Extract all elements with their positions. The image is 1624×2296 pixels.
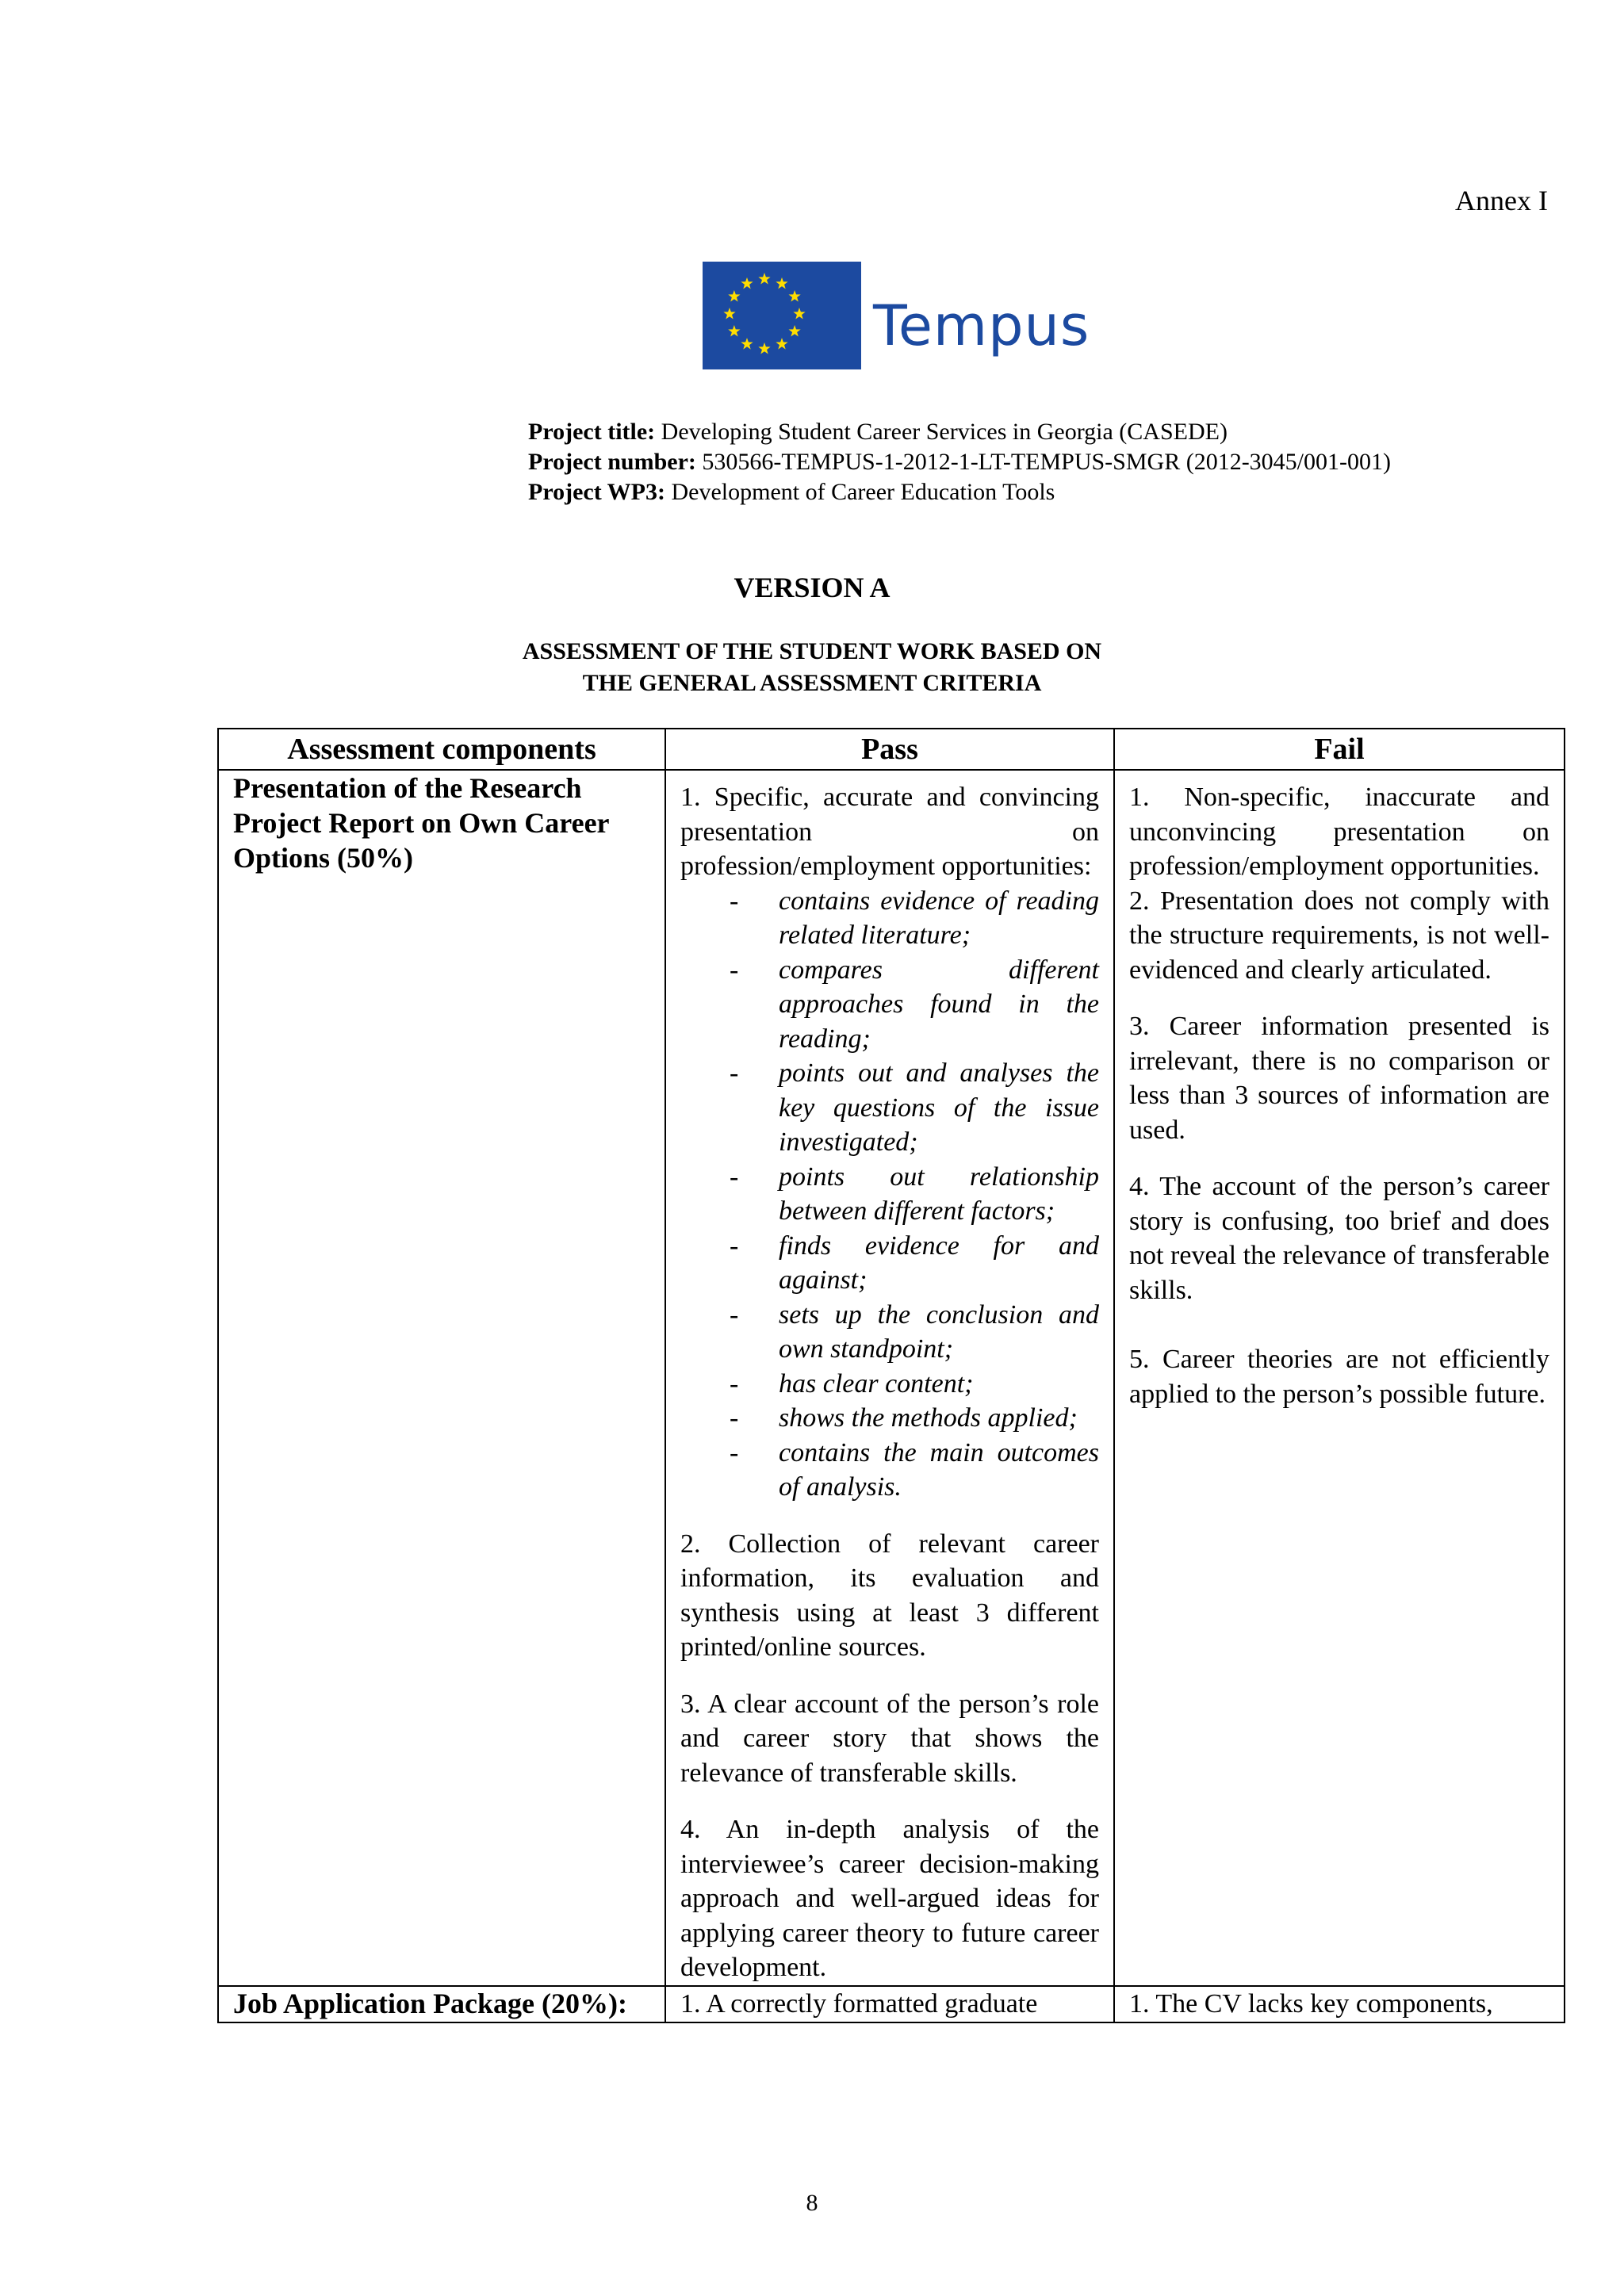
assessment-subtitle — [0, 636, 1624, 699]
list-item: - contains the main outcomes of analysis. — [730, 1437, 1099, 1502]
pass-cell — [665, 770, 1114, 1986]
fail-item-5: 5. Career theories are not efficiently applied to the person’s possible future. — [1129, 1345, 1549, 1409]
star-icon — [789, 325, 801, 336]
star-icon — [728, 290, 740, 301]
star-icon — [776, 277, 787, 289]
star-icon — [728, 325, 740, 336]
star-icon — [789, 290, 801, 301]
list-item: - has clear content; — [730, 1368, 974, 1399]
pass-item-4: 4. An in-depth analysis of the interviewee’s career decision-making approach and well-argued ideas for applying career theory to future career development. — [680, 1815, 1099, 1982]
component-cell: Presentation of the Research Project Report on Own Career Options (50%) — [218, 770, 665, 1986]
subtitle-line-1: ASSESSMENT OF THE STUDENT WORK BASED ON — [522, 638, 1102, 664]
star-icon — [758, 273, 770, 284]
subtitle-line-2: THE GENERAL ASSESSMENT CRITERIA — [582, 670, 1042, 696]
header-pass: Pass — [665, 729, 1114, 770]
project-number-label: Project number: — [528, 449, 696, 475]
list-item: - points out and analyses the key questions of the issue investigated; — [730, 1058, 1099, 1157]
component-cell: Job Application Package (20%): — [218, 1986, 665, 2022]
project-title-line — [528, 417, 1391, 447]
project-wp-line — [528, 477, 1391, 507]
list-item: - sets up the conclusion and own standpoint; — [730, 1299, 1099, 1364]
pass-item-3: 3. A clear account of the person’s role and career story that shows the relevance of transferable skills. — [680, 1689, 1099, 1788]
eu-flag-icon — [703, 262, 861, 369]
list-item: - shows the methods applied; — [730, 1403, 1078, 1433]
project-title-label: Project title: — [528, 419, 656, 445]
star-icon — [741, 277, 753, 289]
project-info — [528, 417, 1391, 507]
tempus-logo-text: Tempus — [873, 293, 1090, 358]
fail-item-3: 3. Career information presented is irrelevant, there is no comparison or less than 3 sources of information are used. — [1129, 1012, 1549, 1145]
table-row — [218, 770, 1565, 1986]
project-title-value: Developing Student Career Services in Georgia (CASEDE) — [661, 419, 1228, 445]
annex-label: Annex I — [1455, 185, 1548, 216]
version-heading: VERSION A — [733, 572, 891, 603]
fail-cell: 1. The CV lacks key components, — [1114, 1986, 1565, 2022]
project-number-line — [528, 447, 1391, 477]
star-icon — [776, 338, 787, 349]
table-header-row — [218, 729, 1565, 770]
list-item: - finds evidence for and against; — [730, 1230, 1099, 1295]
fail-cell — [1114, 770, 1565, 1986]
star-icon — [758, 342, 770, 354]
project-number-value: 530566-TEMPUS-1-2012-1-LT-TEMPUS-SMGR (2012-3045/001-001) — [702, 449, 1391, 475]
list-item: - compares different approaches found in the reading; — [730, 955, 1099, 1054]
project-wp-label: Project WP3: — [528, 479, 665, 505]
project-wp-value: Development of Career Education Tools — [671, 479, 1055, 505]
pass-item-2: 2. Collection of relevant career information, its evaluation and synthesis using at least 3 different printed/online sources. — [680, 1529, 1099, 1662]
fail-item-4: 4. The account of the person’s career story is confusing, too brief and does not reveal the relevance of transferable skills. — [1129, 1172, 1549, 1305]
pass-intro: 1. Specific, accurate and convincing presentation on profession/employment opportunities: — [680, 783, 1099, 881]
header-assessment-components: Assessment components — [218, 729, 665, 770]
star-icon — [741, 338, 753, 349]
assessment-table — [217, 728, 1565, 2023]
header-fail: Fail — [1114, 729, 1565, 770]
star-icon — [723, 308, 735, 319]
pass-criteria-list — [680, 884, 1099, 1505]
fail-item-2: 2. Presentation does not comply with the structure requirements, is not well-evidenced and clearly articulated. — [1129, 886, 1549, 985]
list-item: - points out relationship between different factors; — [730, 1161, 1099, 1226]
pass-cell: 1. A correctly formatted graduate — [665, 1986, 1114, 2022]
tempus-logo — [703, 262, 1090, 381]
star-icon — [793, 308, 805, 319]
list-item: - contains evidence of reading related literature; — [730, 886, 1099, 950]
fail-item-1: 1. Non-specific, inaccurate and unconvincing presentation on profession/employment opportunities. — [1129, 783, 1549, 881]
table-row — [218, 1986, 1565, 2022]
page-number: 8 — [806, 2190, 818, 2216]
